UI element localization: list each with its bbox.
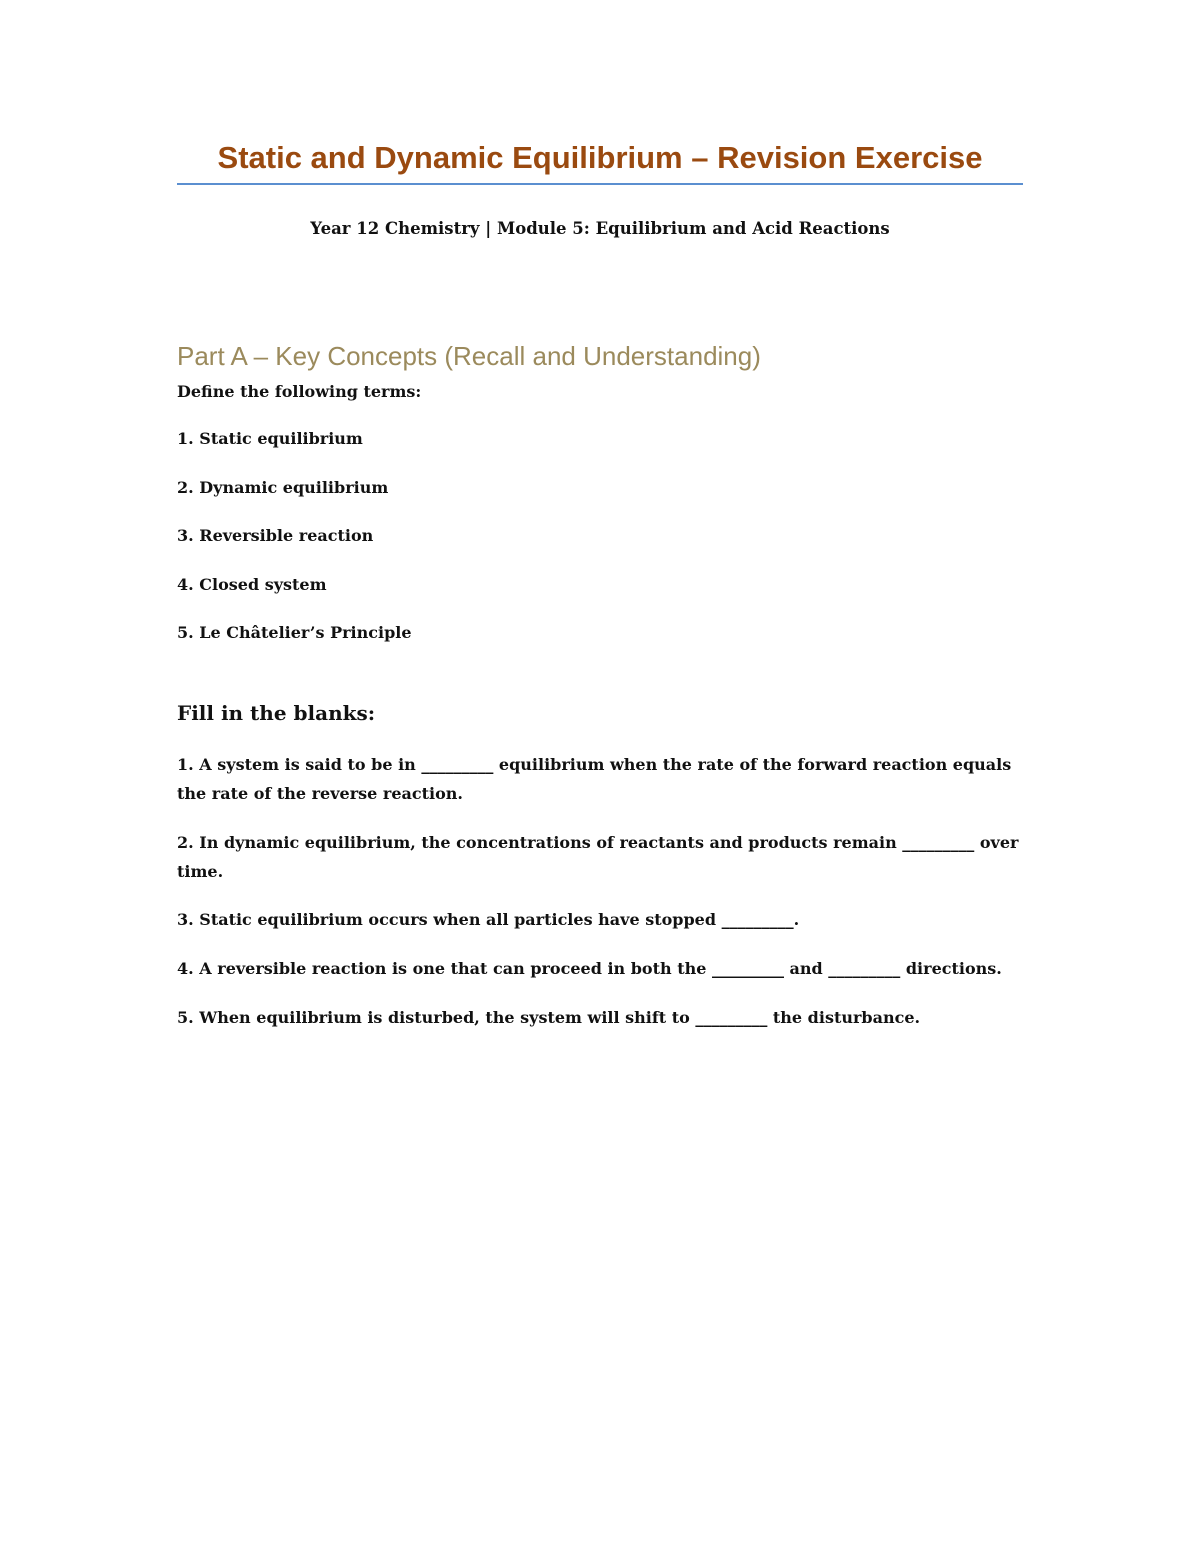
term-item: 5. Le Châtelier’s Principle xyxy=(177,623,412,642)
fill-in-blanks-heading: Fill in the blanks: xyxy=(177,701,376,725)
define-terms-instruction: Define the following terms: xyxy=(177,382,422,401)
part-a-heading: Part A – Key Concepts (Recall and Understanding) xyxy=(177,341,761,371)
fill-blank-question: 2. In dynamic equilibrium, the concentrations of reactants and products remain _________ over time. xyxy=(177,833,1019,881)
term-item: 2. Dynamic equilibrium xyxy=(177,478,389,497)
term-item: 3. Reversible reaction xyxy=(177,526,374,545)
term-item: 1. Static equilibrium xyxy=(177,429,363,448)
fill-blank-question: 4. A reversible reaction is one that can proceed in both the _________ and _________ directions. xyxy=(177,959,1002,978)
fill-blank-question: 3. Static equilibrium occurs when all particles have stopped _________. xyxy=(177,910,800,929)
document-subtitle: Year 12 Chemistry | Module 5: Equilibrium and Acid Reactions xyxy=(310,219,890,238)
fill-blank-question: 1. A system is said to be in _________ equilibrium when the rate of the forward reaction equals the rate of the reverse reaction. xyxy=(177,755,1012,803)
term-item: 4. Closed system xyxy=(177,575,327,594)
document-title: Static and Dynamic Equilibrium – Revision Exercise xyxy=(217,140,983,175)
fill-blank-question: 5. When equilibrium is disturbed, the system will shift to _________ the disturbance. xyxy=(177,1008,921,1027)
title-underline-divider xyxy=(177,183,1023,185)
